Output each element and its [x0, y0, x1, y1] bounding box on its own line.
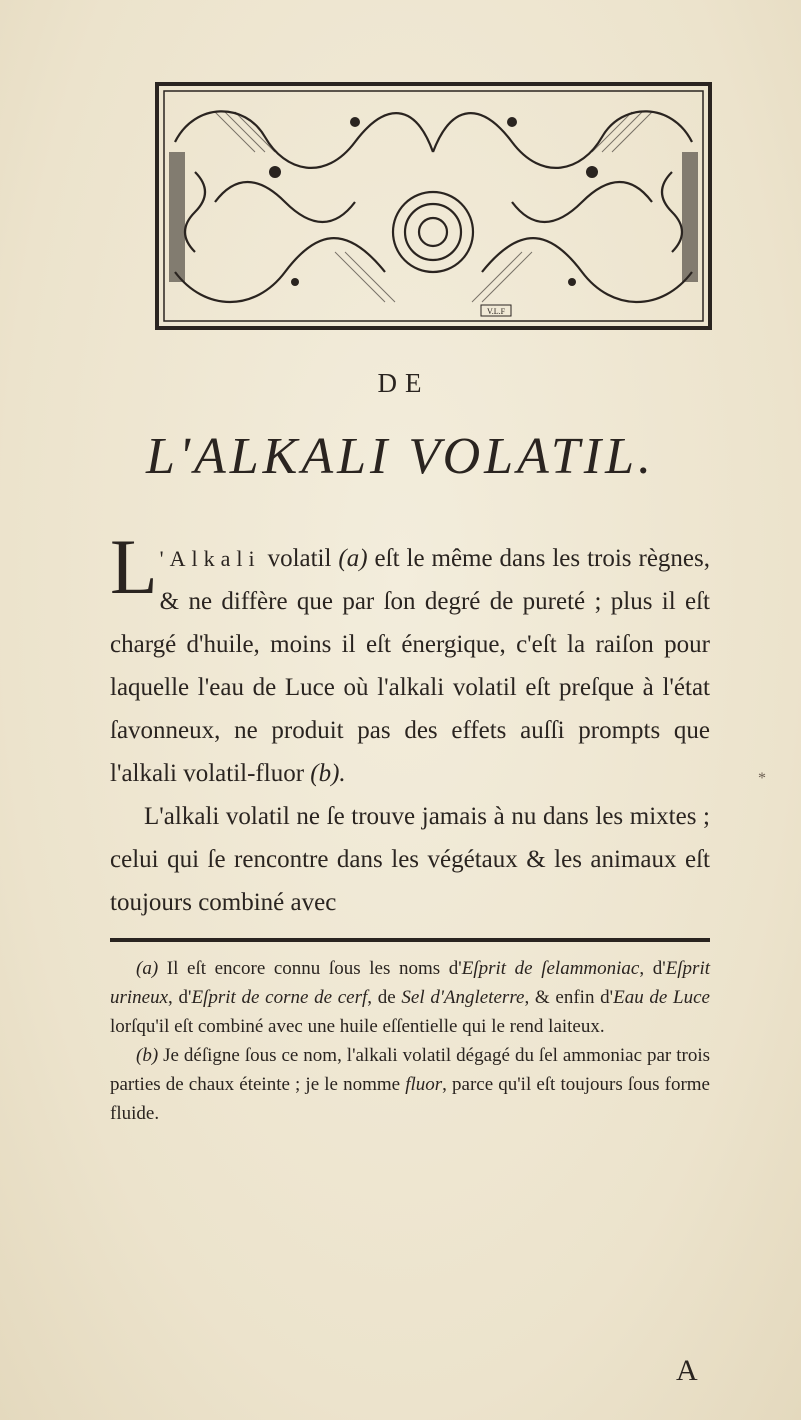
- footnote-b-label: (b): [136, 1045, 159, 1066]
- paragraph-1-lead: volatil: [260, 545, 339, 572]
- footnote-b-term: fluor: [405, 1074, 443, 1095]
- main-text: [110, 523, 710, 924]
- footnote-a: [110, 954, 710, 1041]
- footnote-a-text: , & enfin d': [524, 987, 614, 1008]
- footnotes: [110, 954, 710, 1128]
- footnote-a-term: Sel d'Angleterre: [401, 987, 525, 1008]
- footnote-b-text: , parce qu'il eſt toujours ſous forme fluide.: [110, 1074, 710, 1124]
- margin-mark: *: [758, 770, 766, 787]
- footnote-b: [110, 1041, 710, 1128]
- footnote-a-term: Eau de Luce: [613, 987, 710, 1008]
- note-ref-a: (a): [338, 545, 368, 572]
- footnote-a-text: Il eſt encore connu ſous les noms d': [158, 958, 462, 979]
- footnote-a-text: , d': [639, 958, 666, 979]
- footnote-divider: [110, 938, 710, 942]
- chapter-title: L'ALKALI VOLATIL.: [145, 428, 656, 485]
- ornament-stamp-text: V.L.F: [486, 307, 506, 316]
- paragraph-1-text: eſt le même dans les trois règnes, & ne diffère que par ſon degré de pureté ; plus il eſt chargé d'huile, moins il eſt énergique, c'eſt la raiſon pour laquelle l'eau de Luce où l'alkali volatil eſt preſque à l'état ſavonneux, ne produit pas des effets auſſi prompts que l'alkali volatil-fluor: [110, 545, 710, 787]
- footnote-a-term: Eſprit urineux: [110, 958, 711, 1008]
- heading-de: DE: [377, 368, 430, 398]
- footnote-a-term: Eſprit de ſelammoniac: [461, 958, 640, 979]
- small-caps-word: 'Alkali: [159, 546, 261, 571]
- note-ref-b: (b).: [310, 760, 346, 787]
- footnote-b-text: Je déſigne ſous ce nom, l'alkali volatil dégagé du ſel ammoniac par trois parties de chaux éteinte ; je le nomme: [110, 1045, 710, 1095]
- footnote-a-text: , d': [168, 987, 192, 1008]
- paragraph-2: L'alkali volatil ne ſe trouve jamais à nu dans les mixtes ; celui qui ſe rencontre dans les végétaux & les animaux eſt toujours combiné avec: [110, 803, 710, 916]
- footnote-a-term: Eſprit de corne de cerf: [191, 987, 368, 1008]
- decorative-headpiece-icon: [155, 82, 712, 330]
- drop-cap: L: [110, 523, 158, 610]
- footnote-a-text: lorſqu'il eſt combiné avec une huile eſſentielle qui le rend laiteux.: [110, 1016, 605, 1037]
- catchword: A: [676, 1354, 698, 1387]
- footnote-a-text: , de: [367, 987, 402, 1008]
- footnote-a-label: (a): [136, 958, 159, 979]
- paragraph-1: [110, 523, 710, 795]
